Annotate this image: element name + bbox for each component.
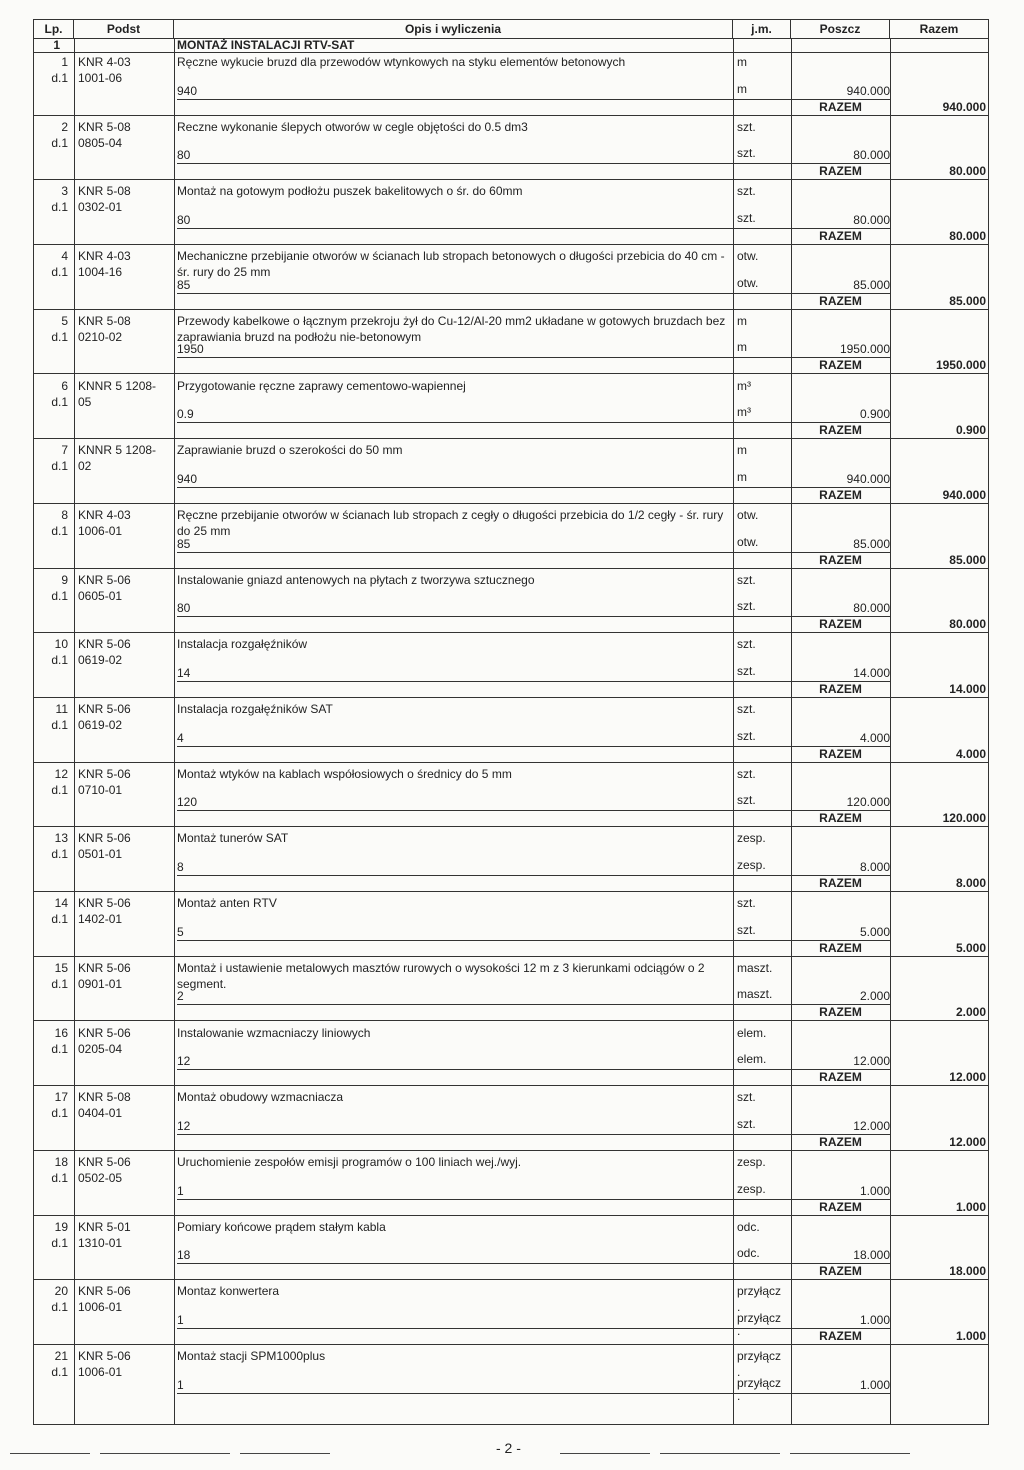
item-basis: KNR 5-08 0210-02 xyxy=(78,313,131,344)
item-description: Ręczne przebijanie otworów w ścianach lub stropach z cegły o długości przebicia do 1/2 cegły - śr. rury do 25 mm xyxy=(177,507,724,538)
razem-label: RAZEM xyxy=(819,1328,862,1343)
item-number: 18 xyxy=(54,1154,68,1169)
quantity-row xyxy=(177,277,890,294)
razem-label: RAZEM xyxy=(819,293,862,308)
item-basis: KNR 5-06 0205-04 xyxy=(78,1025,131,1056)
razem-value: 80.000 xyxy=(949,164,986,179)
item-number: 17 xyxy=(54,1090,68,1105)
quantity-row xyxy=(177,83,890,100)
item-number: 8 xyxy=(61,507,68,522)
razem-label: RAZEM xyxy=(819,940,862,955)
quantity-row xyxy=(177,341,890,358)
razem-value: 80.000 xyxy=(949,617,986,632)
quantity-row xyxy=(177,212,890,229)
item-quantity: 1 xyxy=(177,1377,184,1392)
item-basis: KNR 4-03 1001-06 xyxy=(78,55,131,85)
item-poszcz: 120.000 xyxy=(846,795,890,810)
item-quantity-unit: zesp. xyxy=(737,1181,766,1196)
razem-row xyxy=(34,553,988,569)
item-quantity: 120 xyxy=(177,795,198,810)
item-number: 6 xyxy=(61,378,68,393)
item-basis: KNR 5-08 0404-01 xyxy=(78,1090,131,1121)
table-row xyxy=(34,700,988,765)
razem-value: 940.000 xyxy=(942,99,986,114)
item-basis: KNR 5-01 1310-01 xyxy=(78,1219,131,1250)
razem-label: RAZEM xyxy=(819,681,862,696)
item-quantity: 940 xyxy=(177,83,198,98)
quantity-row xyxy=(177,1375,890,1403)
razem-row xyxy=(34,1135,988,1151)
razem-value: 80.000 xyxy=(949,229,986,244)
razem-value: 0.900 xyxy=(955,423,986,438)
item-poszcz: 14.000 xyxy=(853,665,890,680)
quantity-row xyxy=(177,1183,890,1200)
item-quantity-unit: maszt. xyxy=(737,987,773,1002)
item-poszcz: 2.000 xyxy=(859,989,890,1004)
razem-label: RAZEM xyxy=(819,229,862,244)
item-variant: d.1 xyxy=(51,1365,68,1379)
item-description: Instalowanie wzmacniaczy liniowych xyxy=(177,1025,371,1040)
table-row xyxy=(34,506,988,571)
item-quantity: 12 xyxy=(177,1054,191,1069)
item-poszcz: 85.000 xyxy=(853,536,890,551)
item-basis: KNR 5-06 0502-05 xyxy=(78,1154,131,1185)
item-basis: KNR 5-06 0619-02 xyxy=(78,702,131,732)
item-basis: KNR 5-08 0302-01 xyxy=(78,184,131,215)
table-row xyxy=(34,894,988,959)
razem-row xyxy=(34,100,988,116)
razem-row xyxy=(34,1200,988,1216)
item-quantity-unit: m xyxy=(737,340,747,355)
item-number: 15 xyxy=(54,960,68,975)
razem-row xyxy=(34,294,988,310)
razem-row xyxy=(34,876,988,892)
razem-label: RAZEM xyxy=(819,164,862,179)
item-unit: elem. xyxy=(737,1025,767,1040)
item-basis: KNNR 5 1208- 02 xyxy=(78,443,157,474)
razem-row xyxy=(34,488,988,504)
item-unit: szt. xyxy=(737,572,756,587)
item-unit: m xyxy=(737,313,747,328)
razem-value: 1.000 xyxy=(955,1199,986,1214)
table-row xyxy=(34,959,988,1024)
item-unit: zesp. xyxy=(737,1154,766,1169)
razem-row xyxy=(34,1070,988,1086)
item-quantity-unit: odc. xyxy=(737,1246,760,1261)
page-footer xyxy=(0,1440,1024,1460)
item-basis: KNR 5-06 0901-01 xyxy=(78,960,131,991)
quantity-row xyxy=(177,924,890,941)
item-variant: d.1 xyxy=(51,588,68,603)
item-description: Montaz konwertera xyxy=(177,1284,280,1299)
item-quantity: 1 xyxy=(177,1183,184,1198)
item-unit: szt. xyxy=(737,1090,756,1105)
item-description: Reczne wykonanie ślepych otworów w cegle objętości do 0.5 dm3 xyxy=(177,119,528,134)
item-poszcz: 1.000 xyxy=(859,1312,890,1327)
razem-value: 4.000 xyxy=(955,746,986,761)
item-quantity: 80 xyxy=(177,601,191,616)
table-header xyxy=(34,20,988,39)
section-number: 1 xyxy=(53,38,60,52)
item-quantity: 18 xyxy=(177,1248,191,1263)
item-description: Ręczne wykucie bruzd dla przewodów wtynkowych na styku elementów betonowych xyxy=(177,55,626,69)
item-variant: d.1 xyxy=(51,523,68,538)
item-description: Przygotowanie ręczne zaprawy cementowo-wapiennej xyxy=(177,378,466,393)
item-poszcz: 80.000 xyxy=(853,148,890,163)
razem-row xyxy=(34,941,988,957)
item-variant: d.1 xyxy=(51,71,68,85)
razem-row xyxy=(34,358,988,374)
item-unit: m xyxy=(737,443,747,458)
item-number: 13 xyxy=(54,831,68,846)
item-poszcz: 85.000 xyxy=(853,277,890,292)
item-poszcz: 940.000 xyxy=(846,83,890,98)
item-quantity-unit: szt. xyxy=(737,146,756,161)
item-poszcz: 18.000 xyxy=(853,1248,890,1263)
item-unit: szt. xyxy=(737,637,756,652)
razem-label: RAZEM xyxy=(819,1005,862,1020)
item-quantity: 1 xyxy=(177,1312,184,1327)
item-description: Montaż i ustawienie metalowych masztów rurowych o wysokości 12 m z 3 kierunkami odciągów o 2 segment. xyxy=(177,960,705,991)
quantity-row xyxy=(177,665,890,682)
cost-estimate-table xyxy=(33,19,989,1425)
quantity-row xyxy=(177,988,890,1005)
item-basis: KNR 4-03 1004-16 xyxy=(78,249,131,280)
item-poszcz: 0.900 xyxy=(859,407,890,422)
razem-value: 12.000 xyxy=(949,1070,986,1085)
razem-value: 2.000 xyxy=(955,1005,986,1020)
item-basis: KNR 5-06 1006-01 xyxy=(78,1284,131,1315)
item-variant: d.1 xyxy=(51,1106,68,1121)
table-row xyxy=(34,571,988,636)
item-unit: otw. xyxy=(737,507,759,522)
razem-label: RAZEM xyxy=(819,617,862,632)
item-variant: d.1 xyxy=(51,976,68,991)
table-row xyxy=(34,118,988,183)
razem-row xyxy=(34,423,988,439)
razem-value: 18.000 xyxy=(949,1264,986,1279)
item-description: Montaż wtyków na kablach współosiowych o średnicy do 5 mm xyxy=(177,766,512,781)
item-quantity: 5 xyxy=(177,924,184,939)
header-jm: j.m. xyxy=(733,20,791,38)
item-quantity-unit: szt. xyxy=(737,922,756,937)
razem-label: RAZEM xyxy=(819,358,862,373)
razem-label: RAZEM xyxy=(819,423,862,438)
table-row xyxy=(34,1347,988,1412)
header-poszcz: Poszcz xyxy=(791,20,890,38)
item-quantity: 85 xyxy=(177,277,191,292)
item-quantity: 14 xyxy=(177,665,191,680)
item-variant: d.1 xyxy=(51,847,68,862)
item-unit: zesp. xyxy=(737,831,766,846)
item-unit: szt. xyxy=(737,184,756,199)
item-quantity-unit: m xyxy=(737,81,747,96)
item-poszcz: 80.000 xyxy=(853,601,890,616)
table-row xyxy=(34,312,988,377)
item-quantity-unit: szt. xyxy=(737,793,756,808)
item-variant: d.1 xyxy=(51,329,68,344)
table-row xyxy=(34,1282,988,1347)
item-variant: d.1 xyxy=(51,1300,68,1315)
quantity-row xyxy=(177,1118,890,1135)
razem-value: 85.000 xyxy=(949,552,986,567)
item-poszcz: 12.000 xyxy=(853,1054,890,1069)
section-title: MONTAŻ INSTALACJI RTV-SAT xyxy=(177,38,355,52)
item-quantity: 940 xyxy=(177,471,198,486)
footer-rule xyxy=(660,1453,780,1454)
razem-value: 8.000 xyxy=(955,876,986,891)
quantity-row xyxy=(177,859,890,876)
item-quantity: 8 xyxy=(177,860,184,875)
item-description: Pomiary końcowe prądem stałym kabla xyxy=(177,1219,386,1234)
table-row xyxy=(34,247,988,312)
item-number: 20 xyxy=(54,1284,68,1299)
item-unit: przyłącz . xyxy=(737,1349,782,1379)
razem-label: RAZEM xyxy=(819,876,862,891)
item-poszcz: 80.000 xyxy=(853,213,890,228)
item-poszcz: 4.000 xyxy=(859,730,890,745)
quantity-row xyxy=(177,794,890,811)
razem-row xyxy=(34,1264,988,1280)
item-poszcz: 1950.000 xyxy=(839,342,890,357)
razem-label: RAZEM xyxy=(819,1199,862,1214)
table-row xyxy=(34,377,988,442)
item-unit: m³ xyxy=(737,378,751,393)
item-number: 21 xyxy=(54,1349,68,1363)
item-basis: KNR 5-06 1006-01 xyxy=(78,1349,131,1379)
item-number: 19 xyxy=(54,1219,68,1234)
table-row xyxy=(34,1218,988,1283)
item-variant: d.1 xyxy=(51,1170,68,1185)
razem-row xyxy=(34,682,988,698)
item-quantity-unit: elem. xyxy=(737,1052,767,1067)
item-basis: KNR 5-06 0619-02 xyxy=(78,637,131,668)
item-unit: szt. xyxy=(737,896,756,911)
razem-label: RAZEM xyxy=(819,99,862,114)
table-row xyxy=(34,1024,988,1089)
item-quantity-unit: m³ xyxy=(737,405,751,420)
header-podst: Podst xyxy=(74,20,174,38)
item-basis: KNR 5-06 1402-01 xyxy=(78,896,131,927)
item-quantity-unit: zesp. xyxy=(737,858,766,873)
page-number: - 2 - xyxy=(496,1440,521,1456)
header-razem: Razem xyxy=(919,22,959,36)
item-quantity-unit: otw. xyxy=(737,275,759,290)
footer-rule xyxy=(240,1453,330,1454)
item-poszcz: 1.000 xyxy=(859,1183,890,1198)
item-unit: przyłącz . xyxy=(737,1284,782,1315)
item-description: Montaż stacji SPM1000plus xyxy=(177,1349,326,1363)
item-description: Uruchomienie zespołów emisji programów o 100 liniach wej./wyj. xyxy=(177,1154,522,1169)
header-lp: Lp. xyxy=(34,20,74,38)
item-description: Montaż anten RTV xyxy=(177,896,277,911)
item-quantity-unit: otw. xyxy=(737,534,759,549)
item-number: 10 xyxy=(54,637,68,652)
razem-row xyxy=(34,229,988,245)
item-unit: szt. xyxy=(737,119,756,134)
quantity-row xyxy=(177,1053,890,1070)
razem-value: 1.000 xyxy=(955,1328,986,1343)
quantity-row xyxy=(177,730,890,747)
item-description: Instalacja rozgałęźników SAT xyxy=(177,702,333,716)
section-row xyxy=(34,38,988,53)
razem-row xyxy=(34,164,988,180)
item-number: 1 xyxy=(61,55,68,69)
item-basis: KNR 5-08 0805-04 xyxy=(78,119,131,150)
item-quantity-unit: szt. xyxy=(737,1116,756,1131)
razem-value: 1950.000 xyxy=(935,358,986,373)
item-quantity: 4 xyxy=(177,730,184,745)
item-quantity: 80 xyxy=(177,213,191,228)
table-row xyxy=(34,1153,988,1218)
item-description: Montaż tunerów SAT xyxy=(177,831,289,846)
item-quantity: 0.9 xyxy=(177,407,194,422)
quantity-row xyxy=(177,147,890,164)
item-number: 12 xyxy=(54,766,68,781)
razem-row xyxy=(34,1329,988,1345)
item-unit: m xyxy=(737,55,747,69)
footer-rule xyxy=(100,1453,230,1454)
razem-label: RAZEM xyxy=(819,1070,862,1085)
item-number: 14 xyxy=(54,896,68,911)
table-row xyxy=(34,182,988,247)
item-variant: d.1 xyxy=(51,200,68,215)
razem-value: 5.000 xyxy=(955,940,986,955)
item-quantity: 85 xyxy=(177,536,191,551)
item-variant: d.1 xyxy=(51,782,68,797)
table-row xyxy=(34,1088,988,1153)
item-variant: d.1 xyxy=(51,653,68,668)
item-number: 9 xyxy=(61,572,68,587)
item-quantity-unit: szt. xyxy=(737,599,756,614)
item-unit: odc. xyxy=(737,1219,760,1234)
item-unit: szt. xyxy=(737,702,756,716)
razem-row xyxy=(34,747,988,763)
item-description: Montaż na gotowym podłożu puszek bakelitowych o śr. do 60mm xyxy=(177,184,523,199)
razem-label: RAZEM xyxy=(819,552,862,567)
razem-label: RAZEM xyxy=(819,746,862,761)
item-number: 16 xyxy=(54,1025,68,1040)
item-number: 4 xyxy=(61,249,68,264)
item-variant: d.1 xyxy=(51,718,68,732)
item-poszcz: 1.000 xyxy=(859,1377,890,1392)
item-poszcz: 5.000 xyxy=(859,924,890,939)
item-number: 11 xyxy=(55,702,68,716)
footer-rule xyxy=(560,1453,650,1454)
quantity-row xyxy=(177,536,890,553)
quantity-row xyxy=(177,406,890,423)
razem-value: 940.000 xyxy=(942,487,986,502)
razem-row xyxy=(34,617,988,633)
item-quantity: 12 xyxy=(177,1118,191,1133)
razem-label: RAZEM xyxy=(819,487,862,502)
item-quantity-unit: m xyxy=(737,469,747,484)
item-quantity-unit: przyłącz . xyxy=(737,1310,782,1338)
table-row xyxy=(34,635,988,700)
item-description: Zaprawianie bruzd o szerokości do 50 mm xyxy=(177,443,403,458)
razem-row xyxy=(34,811,988,827)
razem-value: 12.000 xyxy=(949,1134,986,1149)
razem-label: RAZEM xyxy=(819,811,862,826)
table-row xyxy=(34,829,988,894)
item-number: 7 xyxy=(61,443,68,458)
item-variant: d.1 xyxy=(51,135,68,150)
item-variant: d.1 xyxy=(51,394,68,409)
item-variant: d.1 xyxy=(51,912,68,927)
item-variant: d.1 xyxy=(51,459,68,474)
item-unit: maszt. xyxy=(737,960,773,975)
razem-label: RAZEM xyxy=(819,1264,862,1279)
razem-value: 120.000 xyxy=(942,811,986,826)
item-basis: KNR 4-03 1006-01 xyxy=(78,507,131,538)
item-description: Instalowanie gniazd antenowych na płytach z tworzywa sztucznego xyxy=(177,572,535,587)
item-unit: szt. xyxy=(737,766,756,781)
item-unit: otw. xyxy=(737,249,759,264)
item-poszcz: 8.000 xyxy=(859,860,890,875)
footer-rule xyxy=(790,1453,910,1454)
item-description: Przewody kabelkowe o łącznym przekroju żył do Cu-12/Al-20 mm2 układane w gotowych bruzdach bez zaprawiania bruzd na podłożu nie-betonowym xyxy=(177,313,726,344)
item-poszcz: 940.000 xyxy=(846,471,890,486)
razem-label: RAZEM xyxy=(819,1134,862,1149)
item-variant: d.1 xyxy=(51,1235,68,1250)
item-number: 2 xyxy=(61,119,68,134)
item-quantity: 80 xyxy=(177,148,191,163)
item-basis: KNR 5-06 0710-01 xyxy=(78,766,131,797)
razem-value: 14.000 xyxy=(949,681,986,696)
item-quantity: 1950 xyxy=(177,342,204,357)
quantity-row xyxy=(177,1247,890,1264)
razem-row xyxy=(34,1005,988,1021)
item-basis: KNR 5-06 0501-01 xyxy=(78,831,131,862)
item-quantity-unit: szt. xyxy=(737,211,756,226)
table-row xyxy=(34,53,988,118)
item-poszcz: 12.000 xyxy=(853,1118,890,1133)
item-number: 3 xyxy=(61,184,68,199)
item-quantity-unit: szt. xyxy=(737,663,756,678)
header-opis: Opis i wyliczenia xyxy=(174,20,733,38)
item-description: Mechaniczne przebijanie otworów w ścianach lub stropach betonowych o długości przebicia do 40 cm - śr. rury do 25 mm xyxy=(177,249,725,280)
item-variant: d.1 xyxy=(51,1041,68,1056)
item-description: Instalacja rozgałęźników xyxy=(177,637,308,652)
footer-rule xyxy=(10,1453,90,1454)
item-basis: KNR 5-06 0605-01 xyxy=(78,572,131,603)
item-description: Montaż obudowy wzmacniacza xyxy=(177,1090,344,1105)
item-variant: d.1 xyxy=(51,265,68,280)
item-quantity-unit: szt. xyxy=(737,728,756,743)
table-row xyxy=(34,765,988,830)
item-quantity: 2 xyxy=(177,989,184,1004)
table-row xyxy=(34,441,988,506)
quantity-row xyxy=(177,471,890,488)
item-basis: KNNR 5 1208- 05 xyxy=(78,378,157,409)
item-quantity-unit: przyłącz . xyxy=(737,1375,782,1403)
razem-value: 85.000 xyxy=(949,293,986,308)
quantity-row xyxy=(177,600,890,617)
item-number: 5 xyxy=(61,313,68,328)
